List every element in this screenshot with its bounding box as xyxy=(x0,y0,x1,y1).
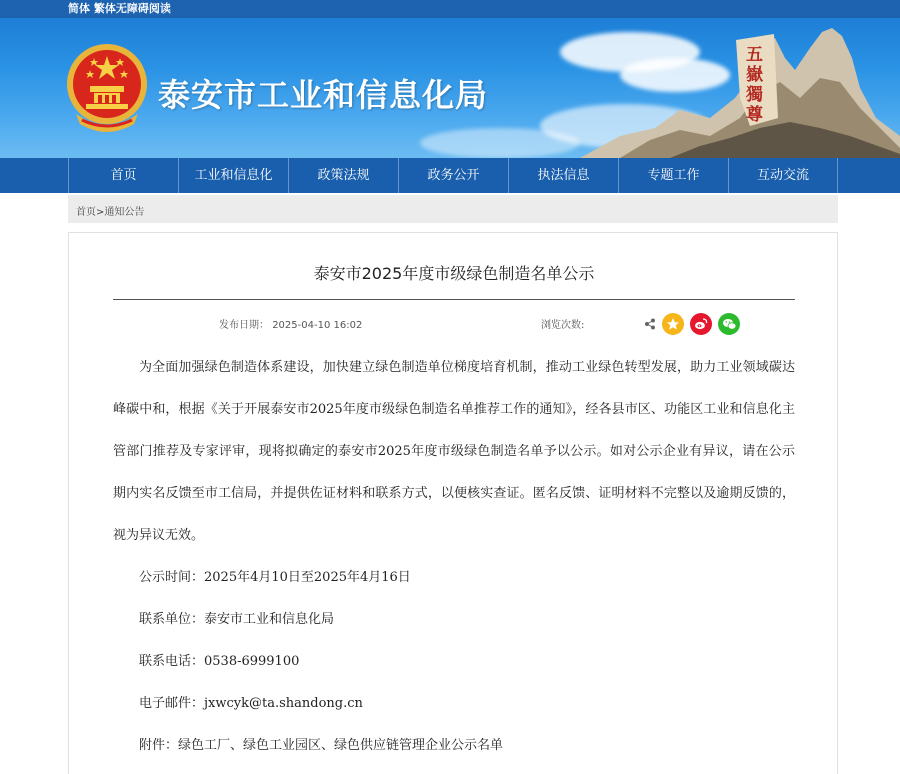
attachment-links[interactable]: 绿色工厂、绿色工业园区、绿色供应链管理企业公示名单 xyxy=(178,738,504,753)
wechat-share-icon[interactable] xyxy=(718,313,740,335)
simplified-link[interactable]: 简体 xyxy=(68,2,90,15)
breadcrumb-separator: > xyxy=(96,207,105,218)
article-paragraph: 为全面加强绿色制造体系建设，加快建立绿色制造单位梯度培育机制，推动工业绿色转型发展，助力工业领域碳达峰碳中和，根据《关于开展泰安市2025年度市级绿色制造名单推荐工作的通知》，经各县市区、功能区工业和信息化主管部门推荐及专家评审，现将拟确定的泰安市2025年度市级绿色制造名单予以公示。如对公示企业有异议，请在公示期内实名反馈至市工信局，并提供佐证材料和联系方式，以便核实查证。匿名反馈、证明材料不完整以及逾期反馈的，视为异议无效。 xyxy=(113,360,795,543)
header-banner xyxy=(0,18,900,158)
breadcrumb-bar xyxy=(68,195,838,223)
contact-email xyxy=(113,683,795,725)
email-label: 电子邮件： xyxy=(139,696,205,711)
article-body xyxy=(113,347,795,767)
qzone-share-icon[interactable] xyxy=(662,313,684,335)
publish-date-label: 发布日期： xyxy=(219,320,269,331)
nav-policy-regulations[interactable]: 政策法规 xyxy=(288,158,398,193)
view-count-label: 浏览次数: xyxy=(541,320,585,331)
nav-special-work[interactable]: 专题工作 xyxy=(618,158,728,193)
accessible-reading-link[interactable]: 无障碍阅读 xyxy=(115,2,171,15)
publicity-period: 公示时间：2025年4月10日至2025年4月16日 xyxy=(139,570,411,585)
attachment-label: 附件： xyxy=(139,738,179,753)
inscription-char: 五 xyxy=(746,45,763,65)
publish-date-value: 2025-04-10 16:02 xyxy=(272,320,363,331)
cloud-decoration xyxy=(420,128,580,158)
article-container xyxy=(68,232,838,774)
nav-industry-info[interactable]: 工业和信息化 xyxy=(178,158,288,193)
top-utility-bar xyxy=(0,0,900,18)
breadcrumb-home-link[interactable]: 首页 xyxy=(76,207,96,218)
site-title: 泰安市工业和信息化局 xyxy=(158,76,489,114)
breadcrumb xyxy=(76,203,144,218)
share-icon[interactable] xyxy=(644,318,656,330)
view-count xyxy=(541,316,584,331)
national-emblem-icon xyxy=(64,40,150,136)
nav-law-enforcement[interactable]: 执法信息 xyxy=(508,158,618,193)
publish-date xyxy=(219,316,362,331)
language-links xyxy=(68,2,171,16)
contact-phone: 联系电话：0538-6999100 xyxy=(139,654,300,669)
inscription-char: 獨 xyxy=(746,85,763,105)
inscription-char: 尊 xyxy=(746,105,763,125)
email-value[interactable]: jxwcyk@ta.shandong.cn xyxy=(204,696,363,711)
article-title: 泰安市2025年度市级绿色制造名单公示 xyxy=(313,264,595,283)
weibo-share-icon[interactable] xyxy=(690,313,712,335)
nav-home[interactable]: 首页 xyxy=(68,158,178,193)
main-navigation xyxy=(0,158,900,193)
mount-tai-rock-image xyxy=(560,18,900,158)
share-bar xyxy=(644,313,740,335)
inscription-char: 嶽 xyxy=(746,65,763,85)
nav-government-affairs[interactable]: 政务公开 xyxy=(398,158,508,193)
breadcrumb-notices-link[interactable]: 通知公告 xyxy=(104,207,145,218)
attachments xyxy=(113,725,795,767)
nav-items xyxy=(68,158,838,193)
traditional-link[interactable]: 繁体 xyxy=(93,2,116,15)
contact-unit: 联系单位：泰安市工业和信息化局 xyxy=(139,612,335,627)
nav-interaction[interactable]: 互动交流 xyxy=(728,158,838,193)
title-divider xyxy=(113,299,795,300)
